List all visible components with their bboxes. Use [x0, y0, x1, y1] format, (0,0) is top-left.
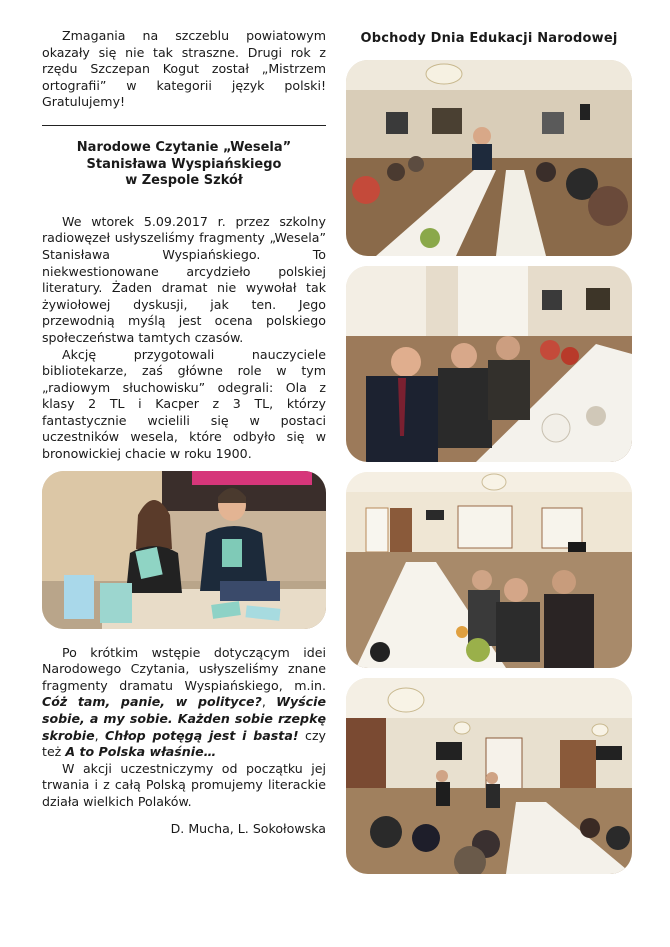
- article-paragraph-3-connector: czy też: [42, 727, 327, 760]
- right-column: [346, 28, 632, 884]
- quote-1: Cóż tam, panie, w polityce?: [42, 694, 262, 710]
- article-paragraph-3-intro: Po krótkim wstępie dotyczącym idei Narodowego Czytania, usłyszeliśmy znane fragmenty dramatu Wyspiańskiego, m.in.: [42, 644, 326, 693]
- banquet-photo-2-svg: [346, 266, 632, 462]
- banquet-photo-4-svg: [346, 678, 632, 874]
- article-title-line-1: Narodowe Czytanie „Wesela”: [76, 139, 292, 155]
- banquet-photo-1: [346, 60, 632, 256]
- article-paragraph-2: Akcję przygotowali nauczyciele bibliotekarze, zaś główne role w tym „radiowym słuchowisku” odegrali: Ola z klasy 2 TL i Kacper z 3 TL, którzy fantastycznie wcielili się w postaci uczestników wesela, które odbyło się w bronowickiej chacie w roku 1900.: [42, 346, 326, 462]
- article-paragraph-4: W akcji uczestniczymy od początku jej trwania i z całą Polską promujemy literackie działa wielkich Polaków.: [42, 760, 326, 809]
- right-column-title: Obchody Dnia Edukacji Narodowej: [360, 31, 618, 46]
- banquet-photo-4: [346, 678, 632, 874]
- banquet-photo-3: [346, 472, 632, 668]
- students-reading-photo-svg: [42, 471, 326, 629]
- article-title-line-3: w Zespole Szkół: [125, 173, 243, 189]
- banquet-photo-1-svg: [346, 60, 632, 256]
- quote-3: Chłop potęgą jest i basta!: [105, 727, 299, 743]
- article-signature: D. Mucha, L. Sokołowska: [170, 820, 326, 836]
- intro-paragraph: Zmagania na szczeblu powiatowym okazały się nie tak straszne. Drugi rok z rzędu Szczepan Kogut został „Mistrzem ortografii” w kategorii język polski! Gratulujemy!: [42, 28, 326, 110]
- banquet-photo-3-svg: [346, 472, 632, 668]
- left-column: [42, 28, 326, 837]
- article-title: [42, 140, 326, 190]
- article-paragraph-1: We wtorek 5.09.2017 r. przez szkolny radiowęzeł usłyszeliśmy fragmenty „Wesela” Stanisława Wyspiańskiego. To niekwestionowane arcydzieło polskiej literatury. Żaden dramat nie wywołał tak żywiołowej dyskusji, jak ten. Jego przewodnią myślą jest ocena polskiego społeczeństwa tamtych czasów.: [42, 213, 326, 345]
- section-divider: [42, 125, 326, 126]
- students-reading-photo: [42, 471, 326, 629]
- article-title-line-2: Stanisława Wyspiańskiego: [86, 156, 282, 172]
- article-paragraph-3: Po krótkim wstępie dotyczącym idei Narodowego Czytania, usłyszeliśmy znane fragmenty dramatu Wyspiańskiego, m.in. Cóż tam, panie, w polityce?, Wyście sobie, a my sobie. Każden sobie rzepkę skrobie, Chłop potęgą jest i basta! czy też A to Polska właśnie…: [42, 644, 327, 760]
- quote-2: Wyście sobie, a my sobie. Każden sobie rzepkę skrobie: [42, 694, 326, 743]
- banquet-photo-2: [346, 266, 632, 462]
- quote-4: A to Polska właśnie…: [65, 744, 217, 760]
